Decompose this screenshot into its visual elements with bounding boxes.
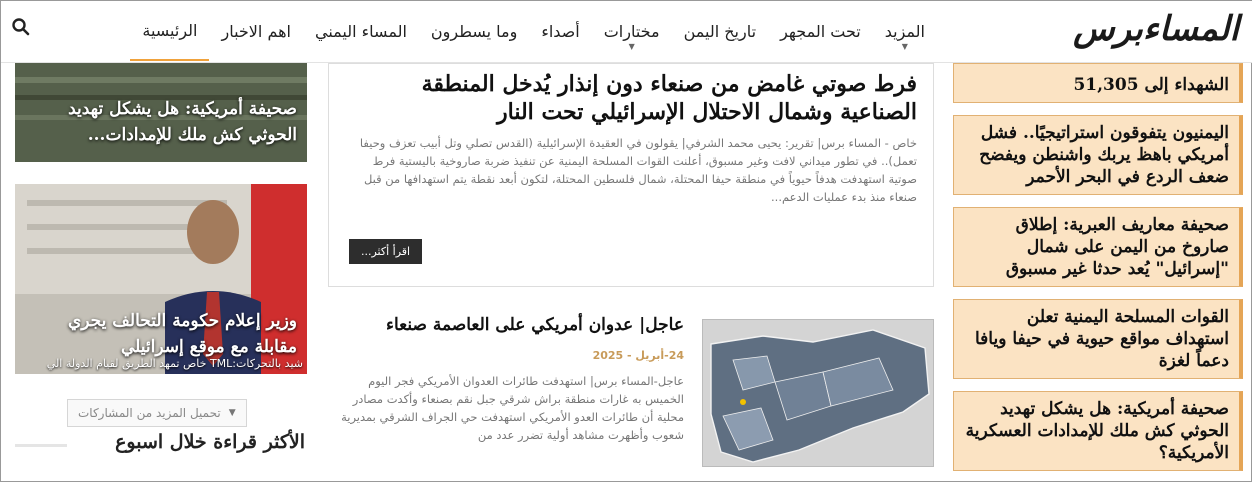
news-article-date: 24-أبريل - 2025 — [592, 349, 684, 362]
load-more-label: تحميل المزيد من المشاركات — [78, 406, 221, 420]
read-more-button[interactable]: اقرأ أكثر... — [349, 239, 422, 264]
nav-item-echoes[interactable]: أصداء — [541, 21, 580, 41]
main-nav — [130, 1, 937, 61]
nav-item-microscope[interactable]: تحت المجهر — [780, 21, 861, 41]
news-article — [328, 301, 934, 471]
news-card[interactable] — [15, 184, 307, 374]
featured-article — [328, 63, 934, 287]
section-title-most-read: الأكثر قراءة خلال اسبوع — [115, 431, 305, 453]
news-card-title: صحيفة أمريكية: هل يشكل تهديد الحوثي كش ملك للإمدادات... — [68, 99, 297, 145]
search-icon[interactable] — [11, 17, 31, 37]
news-article-title[interactable]: عاجل| عدوان أمريكي على العاصمة صنعاء — [385, 315, 684, 335]
chevron-down-icon: ▼ — [228, 408, 236, 418]
nav-item-selections[interactable]: مختارات ▼ — [603, 21, 660, 51]
site-header — [1, 1, 1252, 63]
nav-item-home[interactable]: الرئيسية — [130, 1, 209, 61]
site-logo-text: المساءبرس — [1073, 9, 1239, 49]
sidebar-news-item[interactable]: اليمنيون يتفوقون استراتيجيًا.. فشل أمريكي باهظ يربك واشنطن ويفضح ضعف الردع في البحر الأحمر — [953, 115, 1243, 195]
news-card[interactable] — [15, 63, 307, 162]
news-card-title: وزير إعلام حكومة التحالف يجري مقابلة مع موقع إسرائيلي — [68, 311, 297, 357]
load-more-button[interactable] — [67, 399, 247, 427]
sidebar-news-item[interactable]: صحيفة أمريكية: هل يشكل تهديد الحوثي كش ملك للإمدادات العسكرية الأمريكية؟ — [953, 391, 1243, 471]
nav-item-yemeni-evening[interactable]: المساء اليمني — [315, 21, 407, 41]
news-article-text — [328, 315, 684, 444]
nav-item-opinions[interactable]: وما يسطرون — [430, 21, 518, 41]
yemen-map-image — [703, 320, 934, 467]
sidebar-news-item[interactable]: القوات المسلحة اليمنية تعلن استهداف مواقع حيوية في حيفا ويافا دعماً لغزة — [953, 299, 1243, 379]
featured-article-excerpt: خاص - المساء برس| تقرير: يحيى محمد الشرفي| يقولون في العقيدة الإسرائيلية (القدس تصلي وتل أبيب تعزف وحيفا تعمل).. في تطور ميداني لافت وغير مسبوق، أعلنت القوات المسلحة اليمنية عن تنفيذ ضربة صاروخية باليستية فرط صوتية استهدفت هدفاً حيوياً في منطقة حيفا المحتلة، شمال فلسطين المحتلة، لتكون أبعد نقطة يتم استهدافها من قبل صنعاء منذ بدء عمليات الدعم... — [359, 136, 917, 204]
section-divider — [15, 444, 67, 447]
chevron-down-icon: ▼ — [628, 42, 635, 51]
news-ticker: شيد بالتحركات:TML خاص تمهد الطريق لقيام الدولة الي — [46, 357, 303, 370]
nav-item-more[interactable]: المزيد ▼ — [884, 21, 925, 51]
news-article-excerpt: عاجل-المساء برس| استهدفت طائرات العدوان الأمريكي فجر اليوم الخميس به غارات منطقة براش شرقي جبل نقم بصنعاء وأكدت مصادر محلية أن طائرات العدو الأمريكي استهدفت حي الجراف الشرقي بمديرية شعوب وأظهرت مشاهد أولية تضرر عدد من — [341, 374, 684, 442]
nav-item-top-news[interactable]: اهم الاخبار — [221, 21, 291, 41]
site-logo[interactable] — [1073, 3, 1239, 59]
sidebar-news-item[interactable]: الشهداء إلى 51,305 — [953, 63, 1243, 103]
featured-article-title[interactable]: فرط صوتي غامض من صنعاء دون إنذار يُدخل المنطقة الصناعية وشمال الاحتلال الإسرائيلي تحت النار — [421, 71, 917, 125]
chevron-down-icon: ▼ — [901, 42, 908, 51]
sidebar-news-item[interactable]: صحيفة معاريف العبرية: إطلاق صاروخ من اليمن على شمال "إسرائيل" يُعد حدثا غير مسبوق — [953, 207, 1243, 287]
article-map-image[interactable] — [702, 319, 934, 467]
nav-item-yemen-history[interactable]: تاريخ اليمن — [683, 21, 757, 41]
sidebar-news-list — [953, 63, 1243, 482]
